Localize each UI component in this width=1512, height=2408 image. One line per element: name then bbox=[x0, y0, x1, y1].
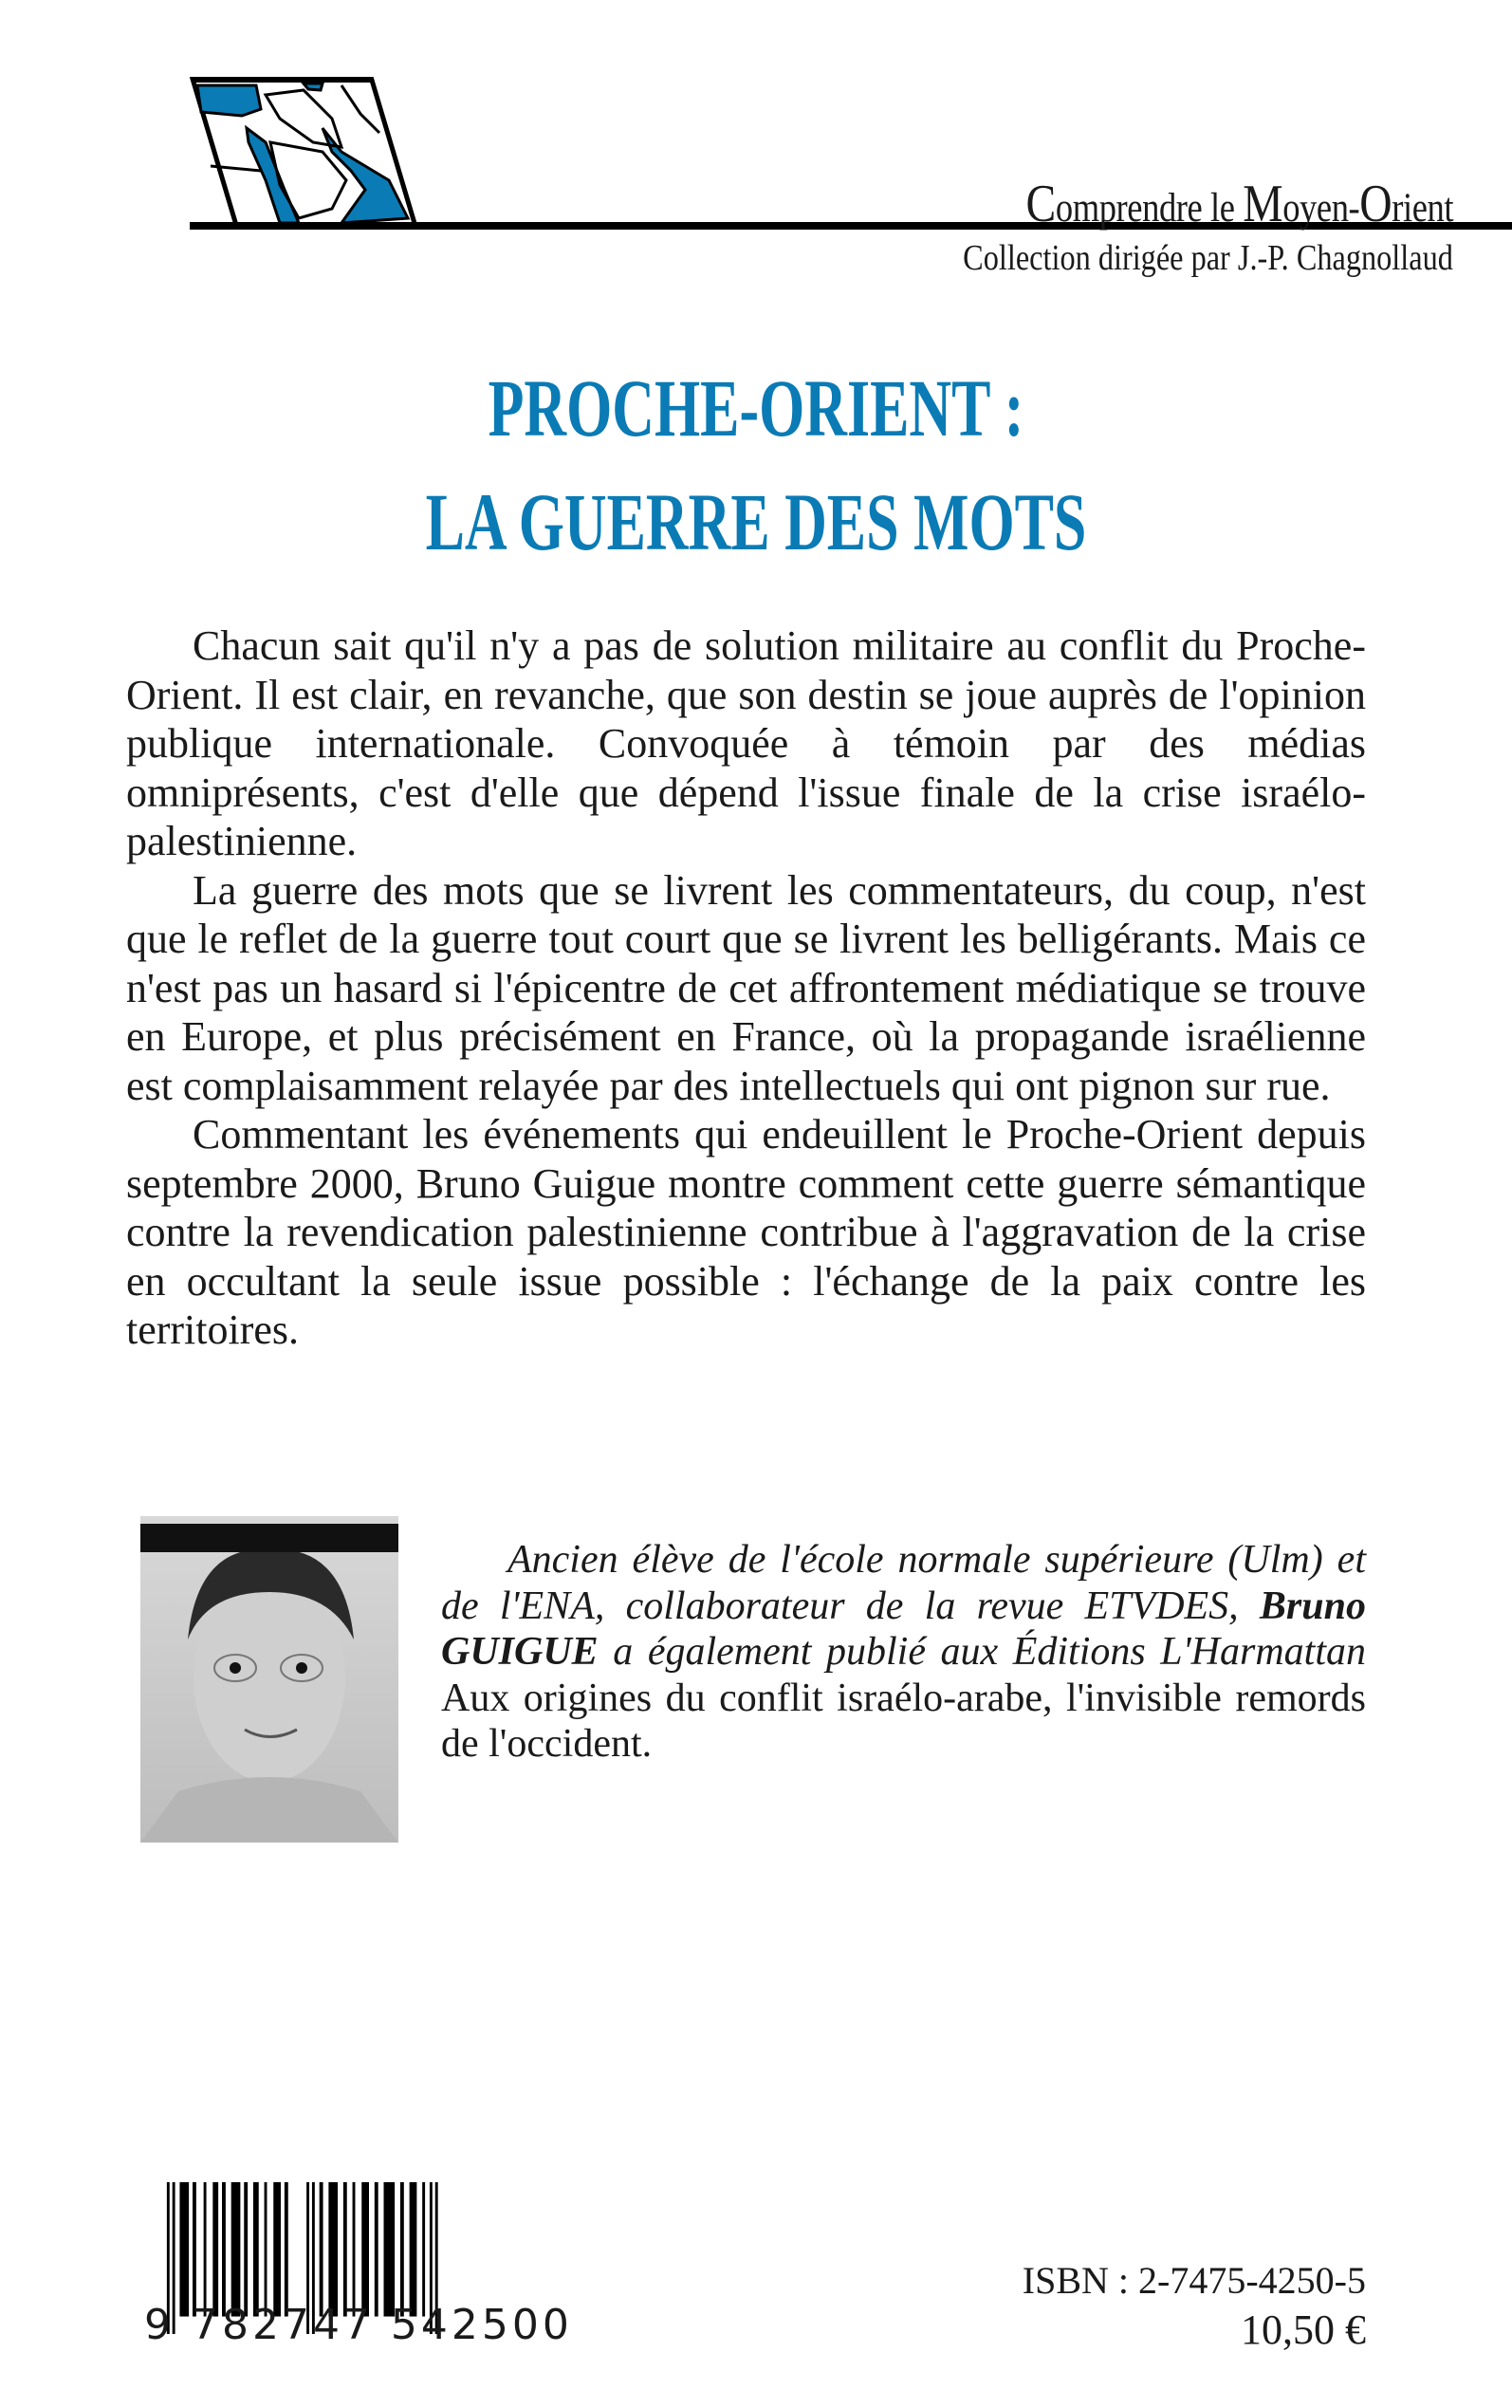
book-title bbox=[0, 351, 1512, 579]
blurb-paragraph: La guerre des mots que se livrent les commentateurs, du coup, n'est que le reflet de la guerre tout court que se livrent les belligérants. Mais ce n'est pas un hasard si l'épicentre de cet affrontement médiatique se trouve en Europe, et plus précisément en France, où la propagande israélienne est complaisamment relayée par des intellectuels qui ont pignon sur rue. bbox=[126, 866, 1366, 1109]
author-portrait-icon bbox=[140, 1516, 398, 1843]
photo-artifact-band bbox=[140, 1524, 398, 1552]
isbn: ISBN : 2-7475-4250-5 bbox=[1022, 2259, 1366, 2302]
author-name: Bruno GUIGUE bbox=[441, 1584, 1366, 1674]
title-line-1: PROCHE-ORIENT : bbox=[488, 362, 1024, 454]
author-bio bbox=[441, 1537, 1366, 1768]
price: 10,50 € bbox=[1241, 2306, 1366, 2353]
collection-director: Collection dirigée par J.-P. Chagnollaud bbox=[963, 238, 1453, 278]
blurb-paragraph: Chacun sait qu'il n'y a pas de solution militaire au conflit du Proche-Orient. Il est clair, en revanche, que son destin se joue auprès de l'opinion publique internationale. Convoquée à témoin par des médias omniprésents, c'est d'elle que dépend l'issue finale de la crise israélo-palestinienne. bbox=[126, 622, 1366, 864]
series-text: oyen- bbox=[1282, 186, 1360, 231]
middle-east-map-icon bbox=[190, 76, 417, 228]
bio-text: a également publié aux Éditions L'Harmattan bbox=[598, 1630, 1366, 1674]
previous-book-title: Aux origines du conflit israélo-arabe, l'invisible remords de l'occident. bbox=[441, 1676, 1366, 1766]
series-initial: O bbox=[1359, 175, 1392, 233]
blurb bbox=[126, 621, 1366, 1355]
series-text: omprendre le bbox=[1055, 186, 1244, 231]
title-line-2: LA GUERRE DES MOTS bbox=[425, 476, 1087, 567]
series-text: rient bbox=[1392, 186, 1453, 231]
series-title bbox=[1025, 174, 1453, 234]
blurb-paragraph: Commentant les événements qui endeuillent le Proche-Orient depuis septembre 2000, Bruno Guigue montre comment cette guerre sémantique contre la revendication palestinienne contribue à l'aggravation de la crise en occultant la seule issue possible : l'échange de la paix contre les territoires. bbox=[126, 1111, 1366, 1353]
series-initial: M bbox=[1243, 175, 1283, 233]
author-photo bbox=[140, 1516, 398, 1843]
series-initial: C bbox=[1025, 175, 1056, 233]
bio-text: Ancien élève de l'école normale supérieure (Ulm) et de l'ENA, collaborateur de la revue ETVDES, bbox=[441, 1538, 1366, 1628]
barcode-number: 9 782747 542500 bbox=[144, 2301, 573, 2349]
